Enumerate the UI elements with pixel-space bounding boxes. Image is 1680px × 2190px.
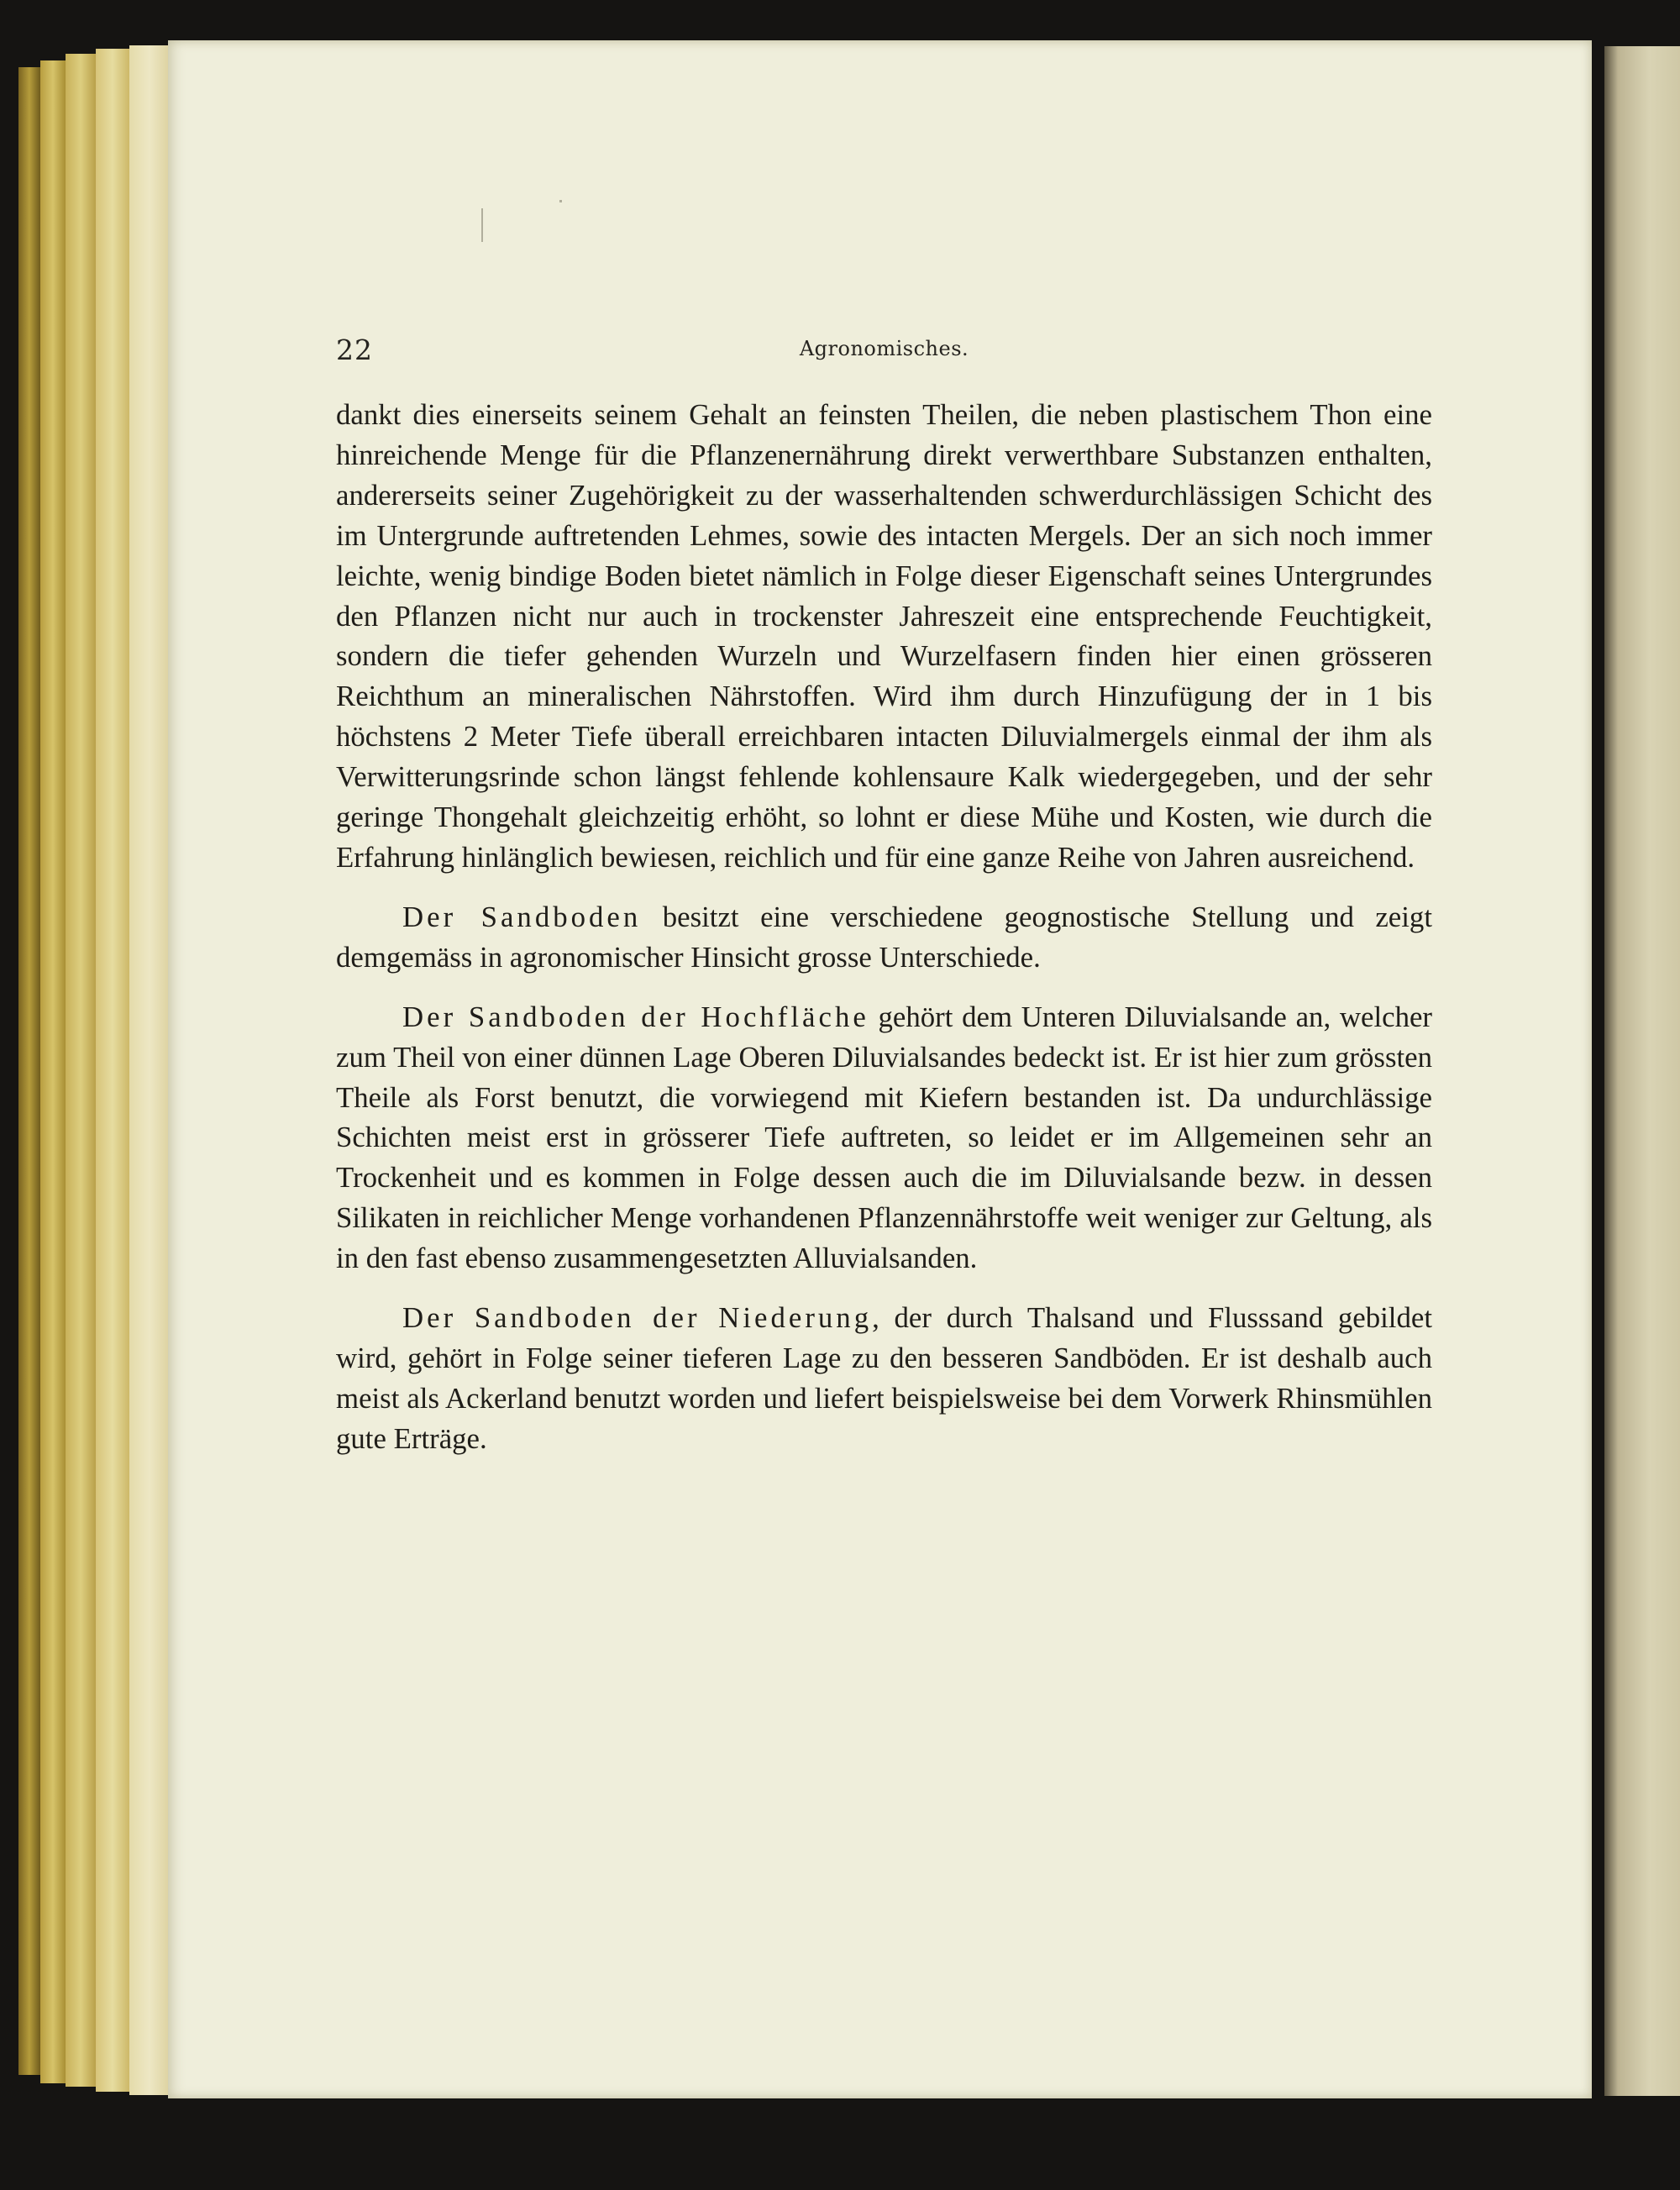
- running-title: Agronomisches.: [799, 337, 969, 360]
- spaced-term: Der Sandboden der Niederung: [402, 1301, 873, 1335]
- paragraph: [336, 395, 1432, 878]
- page-edge: [40, 60, 66, 2083]
- page-edge: [18, 67, 40, 2075]
- paragraph: [336, 997, 1432, 1279]
- scan-speck: [481, 208, 483, 242]
- spaced-term: Der Sandboden: [402, 900, 642, 933]
- paragraph: [336, 897, 1432, 978]
- adjacent-page-edge: [1604, 46, 1680, 2096]
- page-body: [336, 395, 1432, 1459]
- page-header: [336, 332, 1432, 374]
- spaced-term: Der Sandboden der Hochfläche: [402, 1000, 869, 1033]
- page-edge: [66, 54, 96, 2087]
- paragraph: [336, 1298, 1432, 1459]
- scan-speck: [559, 200, 562, 202]
- page-edge: [129, 45, 170, 2095]
- paragraph-text: dankt dies einerseits seinem Gehalt an feinsten Theilen, die neben plastischem Thon eine hinreichende Menge für die Pflanzenernährung direkt verwerthbare Substanzen enthalten, andererseits seiner Zugehörigkeit zu der wasserhaltenden schwerdurchlässigen Schicht des im Untergrunde auftretenden Lehmes, sowie des intacten Mergels. Der an sich noch immer leichte, wenig bindige Boden bietet nämlich in Folge dieser Eigenschaft seines Untergrundes den Pflanzen nicht nur auch in trockenster Jahreszeit eine entsprechende Feuchtigkeit, sondern die tiefer gehenden Wurzeln und Wurzelfasern finden hier einen grösseren Reichthum an mineralischen Nährstoffen. Wird ihm durch Hinzufügung der in 1 bis höchstens 2 Meter Tiefe überall erreichbaren intacten Diluvialmergels einmal der ihm als Verwitterungsrinde schon längst fehlende kohlensaure Kalk wiedergegeben, und der sehr geringe Thongehalt gleichzeitig erhöht, so lohnt er diese Mühe und Kosten, wie durch die Erfahrung hinlänglich bewiesen, reichlich und für eine ganze Reihe von Jahren ausreichend.: [336, 398, 1432, 874]
- paragraph-text: gehört dem Unteren Diluvialsande an, welcher zum Theil von einer dünnen Lage Oberen Diluvialsandes bedeckt ist. Er ist hier zum grössten Theile als Forst benutzt, die vorwiegend mit Kiefern bestanden ist. Da undurchlässige Schichten meist erst in grösserer Tiefe auftreten, so leidet er im Allgemeinen sehr an Trockenheit und es kommen in Folge dessen auch die im Diluvialsande bezw. in dessen Silikaten in reichlicher Menge vorhandenen Pflanzennährstoffe weit weniger zur Geltung, als in den fast ebenso zusammengesetzten Alluvialsanden.: [336, 1000, 1433, 1275]
- page-edge: [96, 49, 129, 2092]
- paragraph-text: , der durch Thalsand und Flusssand gebildet wird, gehört in Folge seiner tieferen Lage zu den besseren Sandböden. Er ist deshalb auch meist als Ackerland benutzt worden und liefert beispielsweise bei dem Vorwerk Rhinsmühlen gute Erträge.: [336, 1301, 1432, 1455]
- page-number: 22: [336, 333, 373, 366]
- paragraph-text: besitzt eine verschiedene geognostische Stellung und zeigt demgemäss in agronomischer Hinsicht grosse Unterschiede.: [336, 900, 1432, 974]
